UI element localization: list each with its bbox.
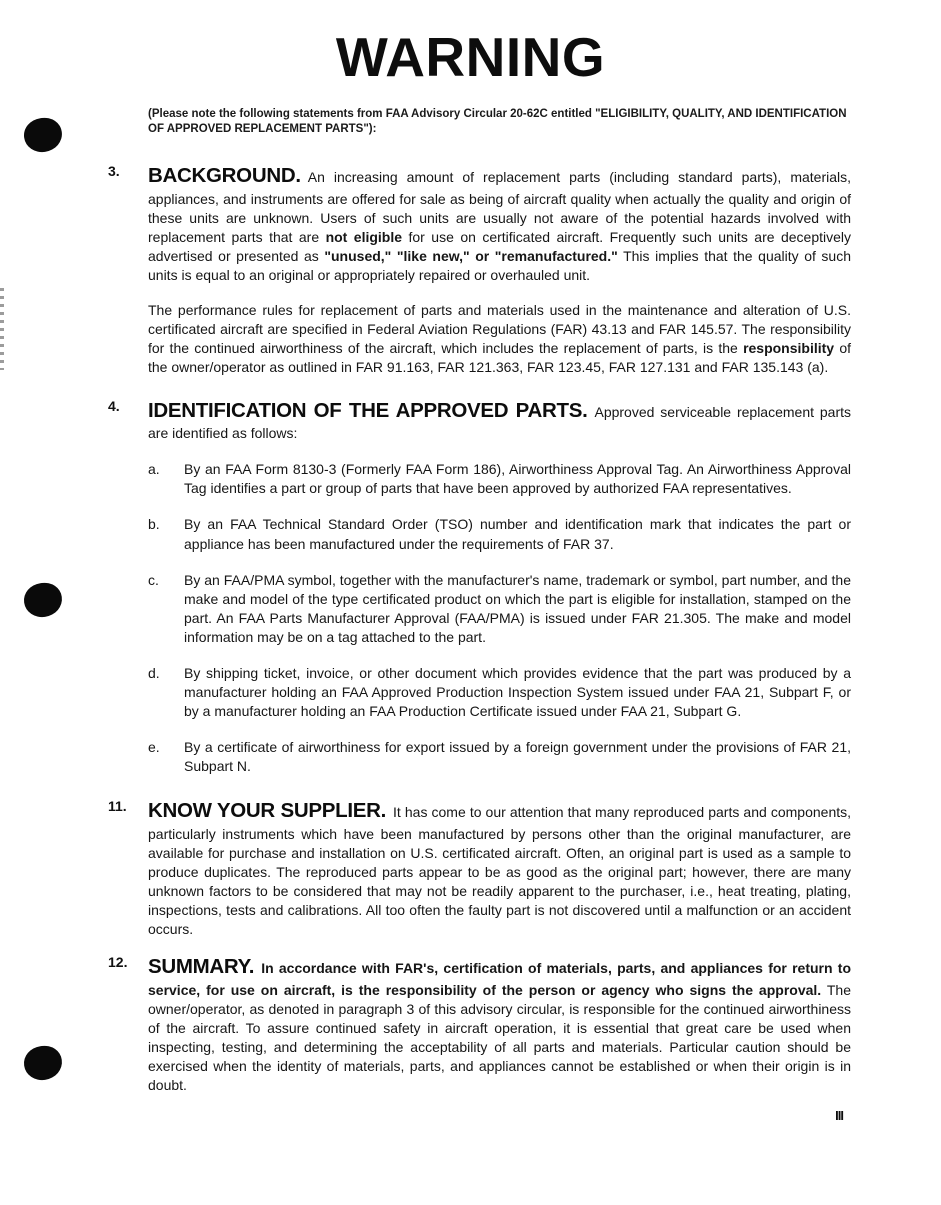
section-heading: IDENTIFICATION OF THE APPROVED PARTS. — [148, 398, 588, 422]
section-heading: BACKGROUND. — [148, 164, 301, 188]
hole-punch-mark-icon — [22, 116, 64, 155]
section-identification — [108, 397, 852, 776]
paragraph — [148, 301, 851, 377]
paragraph — [148, 162, 851, 285]
section-know-your-supplier — [108, 797, 852, 939]
list-item — [148, 571, 851, 647]
document-body — [108, 162, 852, 1095]
item-text: By a certificate of airworthiness for export issued by a foreign government under the provisions of FAR 21, Subpart N. — [184, 738, 851, 774]
page-number: III — [835, 1108, 843, 1123]
paragraph-text: The performance rules for replacement of parts and materials used in the maintenance and alteration of U.S. certificated aircraft are specified in Federal Aviation Regulations (FAR) 43.13 and FAR 145.57. The responsibility for the continued airworthiness of the aircraft, which includes the replacement of parts, is the responsibility of the owner/operator as outlined in FAR 91.163, FAR 121.363, FAR 123.45, FAR 127.131 and FAR 135.143 (a). — [148, 302, 851, 376]
paragraph — [148, 397, 851, 444]
item-list — [148, 460, 851, 775]
list-item — [148, 460, 851, 498]
section-number: 11. — [108, 797, 127, 814]
item-text: By an FAA Form 8130-3 (Formerly FAA Form 186), Airworthiness Approval Tag. An Airworthiness Approval Tag identifies a part or group of parts that have been approved by authorized FAA representatives. — [184, 461, 851, 497]
list-item — [148, 664, 851, 721]
section-number: 12. — [108, 953, 128, 970]
list-item — [148, 515, 851, 553]
paragraph-text: In accordance with FAR's, certification of materials, parts, and appliances for return to service, for use on aircraft, is the responsibility of the person or agency who signs the approval. The owner/operator, as denoted in paragraph 3 of this advisory circular, is responsible for the continued airworthiness of the aircraft. To assure continued safety in aircraft operation, it is essential that great care be used when inspecting, testing, and determining the acceptability of all parts and materials. Particular caution should be exercised when the identity of materials, parts, and appliances cannot be established or when their origin is in doubt. — [148, 959, 851, 1093]
paragraph — [148, 797, 851, 939]
hole-punch-mark-icon — [22, 581, 64, 620]
item-label: e. — [148, 738, 160, 755]
section-heading: SUMMARY. — [148, 954, 255, 978]
hole-punch-mark-icon — [22, 1044, 64, 1083]
item-text: By an FAA/PMA symbol, together with the manufacturer's name, trademark or symbol, part number, and the make and model of the type certificated product on which the part is eligible for installation, stamped on the part. An FAA Parts Manufacturer Approval (FAA/PMA) is issued under FAR 21.305. The make and model information may be on a tag attached to the part. — [184, 571, 851, 645]
scan-artifact — [0, 288, 4, 370]
item-text: By shipping ticket, invoice, or other document which provides evidence that the part was produced by a manufacturer holding an FAA Approved Production Inspection System issued under FAA 21, Subpart F, or by a manufacturer holding an FAA Production Certificate issued under FAA 21, Subpart G. — [184, 664, 851, 719]
item-text: By an FAA Technical Standard Order (TSO) number and identification mark that indicates the part or appliance has been manufactured under the requirements of FAR 37. — [184, 516, 851, 552]
paragraph-text: An increasing amount of replacement parts (including standard parts), materials, appliances, and instruments are offered for sale as being of aircraft quality when actually the quality and origin of these units are unknown. Users of such units are usually not aware of the potential hazards involved with replacement parts that are not eligible for use on certificated aircraft. Frequently such units are deceptively advertised or presented as "unused," "like new," or "remanufactured." This implies that the quality of such units is equal to an original or appropriately repaired or overhauled unit. — [148, 169, 852, 284]
section-number: 4. — [108, 397, 120, 414]
section-number: 3. — [108, 163, 120, 180]
section-background — [108, 162, 852, 377]
page-title: WARNING — [335, 26, 606, 88]
item-label: d. — [148, 664, 160, 681]
item-label: a. — [148, 461, 160, 478]
section-heading: KNOW YOUR SUPPLIER. — [148, 798, 387, 822]
list-item — [148, 738, 851, 776]
item-label: c. — [148, 571, 159, 588]
paragraph — [148, 953, 851, 1095]
advisory-note: (Please note the following statements from FAA Advisory Circular 20-62C entitled "ELIGIBILITY, QUALITY, AND IDENTIFICATION OF APPROVED REPLACEMENT PARTS"): — [148, 108, 847, 136]
paragraph-text: Approved serviceable replacement parts are identified as follows: — [148, 403, 852, 442]
item-label: b. — [148, 516, 160, 533]
section-summary — [108, 953, 851, 1095]
paragraph-text: It has come to our attention that many reproduced parts and components, particularly instruments which have been manufactured by persons other than the original manufacturer, are available for purchase and installation on U.S. certificated aircraft. Often, an original part is used as a sample to produce duplicates. The reproduced parts appear to be as good as the original part; however, there are many unknown factors to be considered that may not be readily apparent to the purchaser, i.e., heat treating, plating, inspections, tests and calibrations. All too often the faulty part is not discovered until a malfunction or an accident occurs. — [148, 803, 852, 937]
